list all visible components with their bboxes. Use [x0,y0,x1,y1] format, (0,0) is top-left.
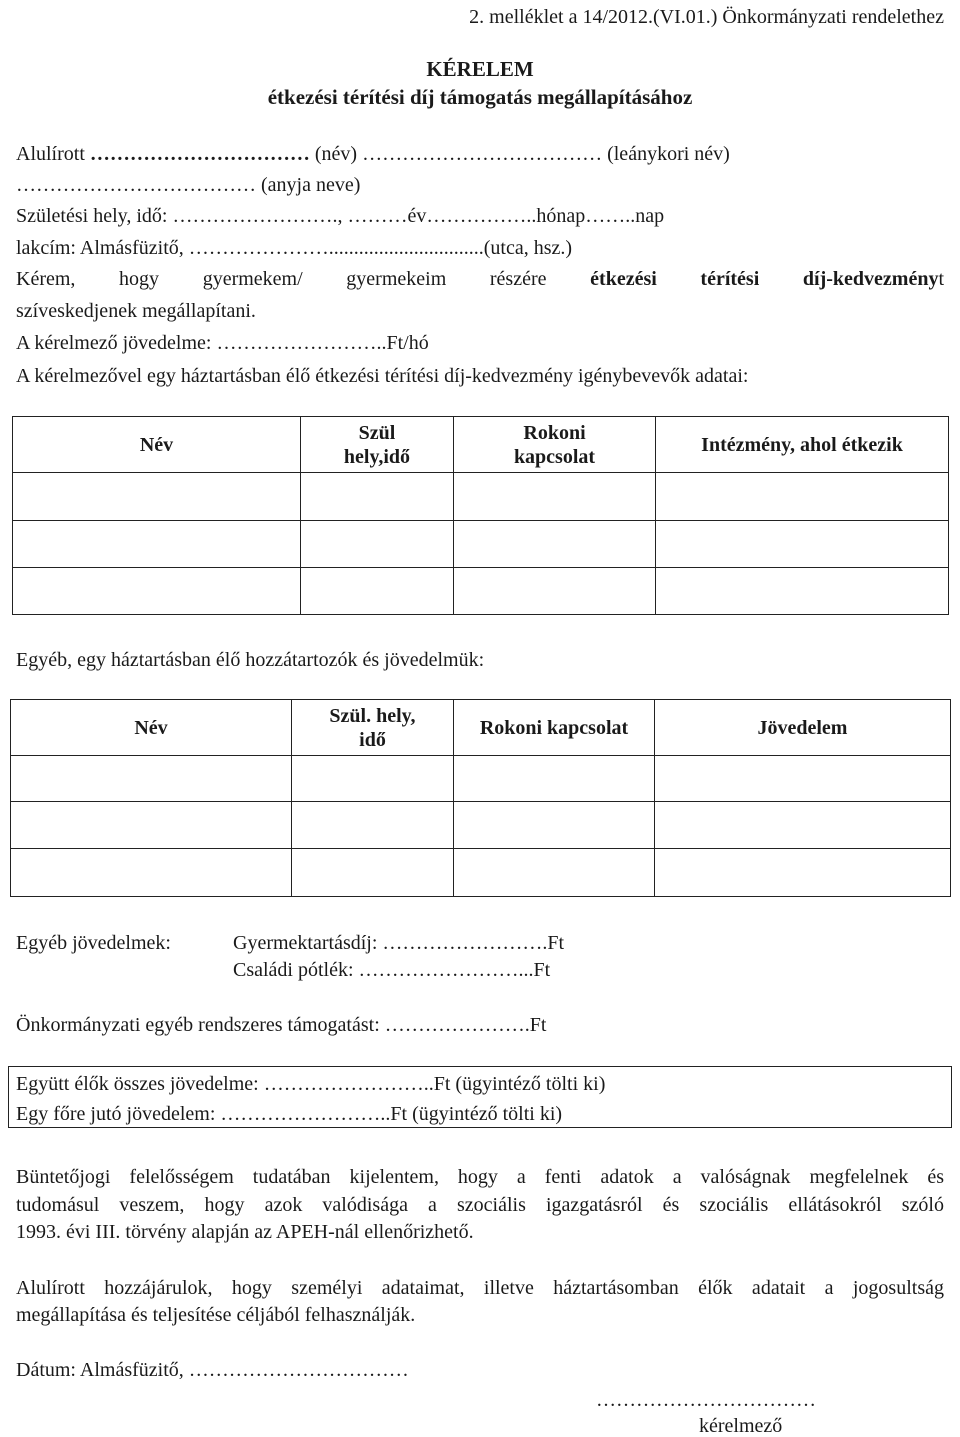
household-table-header [13,417,949,473]
annex-reference: 2. melléklet a 14/2012.(VI.01.) Önkormányzati rendelethez [469,6,944,28]
table-row [13,521,949,568]
form-subtitle: étkezési térítési díj támogatás megállapításához [267,85,693,109]
table-cell[interactable] [13,521,301,568]
table-cell[interactable] [292,849,454,897]
consent-line-1: Alulírott hozzájárulok, hogy személyi adataimat, illetve háztartásomban élők adatait a jogosultság [16,1277,944,1299]
col-income: Jövedelem [655,700,951,756]
col-name: Név [13,417,301,473]
table-cell[interactable] [301,521,454,568]
col-birth-label: Szül hely,idő [343,421,411,468]
col-relation [454,417,656,473]
col-birth [292,700,454,756]
mother-name-label: (anyja neve) [261,174,361,196]
table-cell[interactable] [292,802,454,849]
table-cell[interactable] [454,802,655,849]
applicant-name-line [16,144,730,164]
table-cell[interactable] [454,521,656,568]
col-birth-label: Szül. hely, idő [329,704,416,751]
table-cell[interactable] [656,521,949,568]
request-text: Kérem, hogy gyermekem/ gyermekeim részére [16,268,547,290]
totals-box [8,1066,952,1128]
table-cell[interactable] [301,473,454,521]
other-income-label: Egyéb jövedelmek: [16,932,171,954]
table-row [11,849,951,897]
table-cell[interactable] [11,756,292,802]
table-cell[interactable] [454,473,656,521]
declaration-line-1: Büntetőjogi felelősségem tudatában kijelentem, hogy a fenti adatok a valóságnak megfelelnek és [16,1166,944,1188]
name-label: (név) [314,143,358,165]
name-dots[interactable]: …………………………… [89,143,310,165]
applicant-income-line[interactable]: A kérelmező jövedelme: ……………………..Ft/hó [16,332,429,354]
per-capita-income-line: Egy főre jutó jövedelem: ……………………..Ft (ügyintéző tölti ki) [16,1103,563,1125]
address-line[interactable]: lakcím: Almásfüzitő, …………………...............................(utca, hsz.) [16,237,573,259]
table-cell[interactable] [301,568,454,615]
request-line-1 [16,265,944,293]
col-name: Név [11,700,292,756]
table-cell[interactable] [454,568,656,615]
table-cell[interactable] [656,473,949,521]
mother-name-dots[interactable]: ……………………………… [16,174,256,196]
mother-name-line [16,175,360,195]
table-row [11,802,951,849]
total-income-line: Együtt élők összes jövedelme: ……………………..Ft (ügyintéző tölti ki) [16,1073,606,1095]
declaration-line-2: tudomásul veszem, hogy azok valódisága a szociális igazgatásról és szociális ellátásokról szóló [16,1194,944,1216]
table-cell[interactable] [13,473,301,521]
table-row [13,473,949,521]
applicant-prefix: Alulírott [16,143,85,165]
date-line[interactable]: Dátum: Almásfüzitő, …………………………… [16,1359,409,1381]
maiden-name-label: (leánykori név) [607,143,730,165]
col-relation: Rokoni kapcsolat [454,700,655,756]
consent-line-2: megállapítása és teljesítése céljából felhasználják. [16,1304,416,1326]
table-cell[interactable] [11,849,292,897]
other-members-table [10,699,951,897]
table-cell[interactable] [655,849,951,897]
signature-line[interactable]: …………………………… [596,1389,816,1411]
form-title: KÉRELEM [426,57,534,81]
table-row [13,568,949,615]
table-cell[interactable] [655,802,951,849]
household-table [12,416,949,615]
col-institution: Intézmény, ahol étkezik [656,417,949,473]
request-bold-text: étkezési térítési díj-kedvezmény [590,268,939,290]
table-cell[interactable] [655,756,951,802]
col-birth [301,417,454,473]
birth-line[interactable]: Születési hely, idő: ……………………., ………év……………..hónap……..nap [16,205,665,227]
household-intro: A kérelmezővel egy háztartásban élő étkezési térítési díj-kedvezmény igénybevevők adatai: [16,365,749,387]
table-cell[interactable] [13,568,301,615]
table-cell[interactable] [454,849,655,897]
family-allowance-line[interactable]: Családi pótlék: ……………………...Ft [233,959,551,981]
col-relation-label: Rokoni kapcsolat [513,421,596,468]
table-cell[interactable] [11,802,292,849]
other-members-table-header [11,700,951,756]
table-cell[interactable] [292,756,454,802]
other-members-heading: Egyéb, egy háztartásban élő hozzátartozók és jövedelmük: [16,649,485,671]
signature-label: kérelmező [699,1415,783,1437]
municipal-support-line[interactable]: Önkormányzati egyéb rendszeres támogatást: ………………….Ft [16,1014,547,1036]
child-support-line[interactable]: Gyermektartásdíj: …………………….Ft [233,932,565,954]
maiden-name-dots[interactable]: ……………………………… [362,143,603,165]
table-cell[interactable] [656,568,949,615]
request-line-2: szíveskedjenek megállapítani. [16,300,256,322]
request-tail: t [938,268,945,290]
table-row [11,756,951,802]
declaration-line-3: 1993. évi III. törvény alapján az APEH-nál ellenőrizhető. [16,1221,474,1243]
table-cell[interactable] [454,756,655,802]
